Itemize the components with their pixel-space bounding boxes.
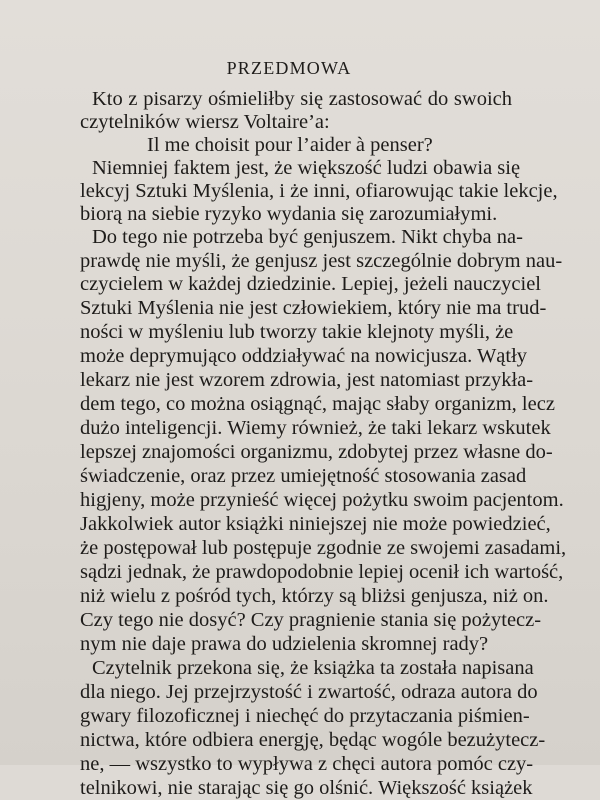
text-line: dla niego. Jej przejrzystość i zwartość, odraza autora do xyxy=(80,681,538,703)
text-line: prawdę nie myśli, że genjusz jest szczególnie dobrym nau- xyxy=(80,250,563,272)
text-line: lepszej znajomości organizmu, zdobytej przez własne do- xyxy=(80,441,553,463)
text-line: telnikowi, nie starając się go olśnić. Większość książek xyxy=(80,777,533,799)
verse-line: Il me choisit pour l’aider à penser? xyxy=(147,134,433,156)
text-line: Czy tego nie dosyć? Czy pragnienie stania się pożytecz- xyxy=(80,609,542,631)
text-line: sądzi jednak, że prawdopodobnie lepiej ocenił ich wartość, xyxy=(80,561,564,583)
text-line: Jakkolwiek autor książki niniejszej nie może powiedzieć, xyxy=(80,513,551,535)
text-line: Sztuki Myślenia nie jest człowiekiem, który nie ma trud- xyxy=(80,297,547,319)
text-line: niż wielu z pośród tych, którzy są bliżsi genjusza, niż on. xyxy=(80,585,549,607)
text-line: Czytelnik przekona się, że książka ta została napisana xyxy=(92,657,534,679)
text-line: nictwa, które odbiera energję, będąc wogóle bezużytecz- xyxy=(80,729,546,751)
text-line: ne, — wszystko to wypływa z chęci autora pomóc czy- xyxy=(80,753,534,775)
text-line: czycielem w każdej dziedzinie. Lepiej, jeżeli nauczyciel xyxy=(80,273,541,295)
text-line: Kto z pisarzy ośmieliłby się zastosować do swoich xyxy=(92,88,512,110)
text-line: nym nie daje prawa do udzielenia skromnej rady? xyxy=(80,633,489,655)
text-line: higjeny, może przynieść więcej pożytku swoim pacjentom. xyxy=(80,489,564,511)
text-line: biorą na siebie ryzyko wydania się zarozumiałymi. xyxy=(80,203,498,225)
text-line: gwary filozoficznej i niechęć do przytaczania piśmien- xyxy=(80,705,530,727)
text-line: ności w myśleniu lub tworzy takie klejnoty myśli, że xyxy=(80,321,514,343)
text-line: lekarz nie jest wzorem zdrowia, jest natomiast przykła- xyxy=(80,369,534,391)
text-line: czytelników wiersz Voltaire’a: xyxy=(80,111,330,133)
text-line: świadczenie, oraz przez umiejętność stosowania zasad xyxy=(80,465,527,487)
text-line: Niemniej faktem jest, że większość ludzi obawia się xyxy=(92,157,521,179)
text-line: że postępował lub postępuje zgodnie ze swojemi zasadami, xyxy=(80,537,567,559)
text-line: może deprymująco oddziaływać na nowicjusza. Wątły xyxy=(80,345,528,367)
text-line: dem tego, co można osiągnąć, mając słaby organizm, lecz xyxy=(80,393,555,415)
text-line: Do tego nie potrzeba być genjuszem. Nikt chyba na- xyxy=(92,226,523,248)
page-title: PRZEDMOWA xyxy=(226,58,352,78)
text-line: dużo inteligencji. Wiemy również, że taki lekarz wskutek xyxy=(80,417,551,439)
text-line: lekcyj Sztuki Myślenia, i że inni, ofiarowując takie lekcje, xyxy=(80,180,558,202)
